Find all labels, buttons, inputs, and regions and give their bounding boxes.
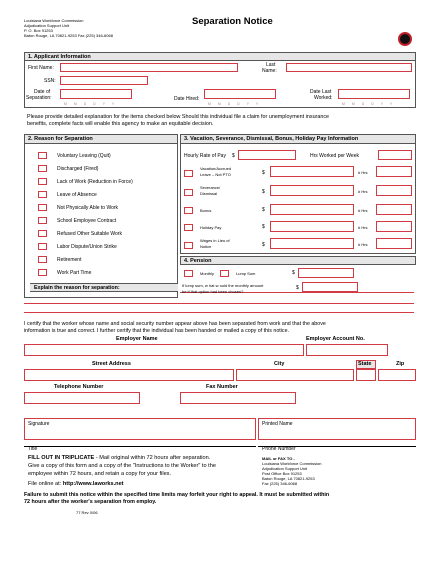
agency-city-line: Baton Rouge, LA 70821-9253 Fax (225) 346-6068	[24, 33, 113, 38]
reason-label-quit: Voluntary Leaving (Quit)	[57, 153, 111, 159]
employer-name-field[interactable]	[24, 344, 304, 356]
holiday-hrs-label: # Hrs	[358, 225, 368, 230]
pension-lump-sum-checkbox[interactable]	[220, 270, 229, 277]
reason-checkbox-retirement[interactable]	[38, 256, 47, 263]
ssn-field[interactable]	[60, 76, 148, 85]
date-separation-label-1: Date of	[34, 89, 51, 95]
date-hired-field[interactable]	[204, 89, 276, 99]
phone-number-label: Phone Number	[262, 446, 296, 452]
triplicate-line-1	[28, 455, 210, 461]
reason-checkbox-refused[interactable]	[38, 230, 47, 237]
hourly-rate-dollar: $	[232, 153, 235, 159]
wages-lieu-amount-field[interactable]	[270, 238, 354, 249]
pension-header: 4. Pension	[180, 256, 416, 265]
reason-checkbox-quit[interactable]	[38, 152, 47, 159]
triplicate-rest: - Mail original within 72 hours after separation.	[94, 455, 211, 461]
online-url[interactable]: http://www.laworks.net	[62, 481, 124, 487]
wages-lieu-hrs-label: # Hrs	[358, 242, 368, 247]
agency-po-box: P. O. Box 91253	[24, 28, 53, 33]
vacation-label-1: Vacation/Accrued	[200, 166, 232, 171]
instructions-line-2: benefits, complete facts will enable this agency to make an equitable decision.	[27, 121, 214, 127]
hours-per-week-label: Hrs Worked per Week	[310, 153, 359, 159]
pension-question-2: be if that option had been chosen?	[182, 289, 244, 294]
explain-line-2[interactable]	[24, 303, 414, 304]
reason-header: 2. Reason for Separation	[24, 134, 178, 144]
reason-label-labor: Labor Dispute/Union Strike	[57, 244, 117, 250]
date-last-worked-label-2: Worked:	[314, 95, 333, 101]
instructions-line-1: Please provide detailed explanation for the items checked below Should this individual file a claim for unemployment insurance	[27, 114, 330, 120]
fax-label: Fax Number	[206, 384, 238, 390]
zip-field[interactable]	[378, 369, 416, 381]
last-name-label-1: Last	[266, 62, 276, 68]
mail-line-4: Baton Rouge, LA 70821-9253	[262, 476, 315, 481]
city-label: City	[274, 361, 285, 367]
wages-lieu-dollar: $	[262, 242, 265, 248]
applicant-info-header: 1. Applicant Information	[24, 52, 416, 61]
zip-label: Zip	[396, 361, 405, 367]
street-field[interactable]	[24, 369, 234, 381]
telephone-label: Telephone Number	[54, 384, 104, 390]
certify-line-1: I certify that the worker whose name and social security number appear above has been separated from work and that the above	[24, 321, 326, 327]
agency-unit: Adjudication Support Unit	[24, 23, 70, 28]
street-label: Street Address	[92, 361, 131, 367]
date-hired-format: M M D D Y Y	[208, 102, 262, 106]
severance-label-1: Severance/	[200, 185, 221, 190]
hourly-rate-label: Hourly Rate of Pay	[184, 153, 226, 159]
date-last-worked-label-1: Date Last	[310, 89, 332, 95]
wages-lieu-label-1: Wages in Lieu of	[200, 238, 230, 243]
vacation-amount-field[interactable]	[270, 166, 354, 177]
vacation-hrs-field[interactable]	[376, 166, 412, 177]
reason-label-refused: Refused Other Suitable Work	[57, 231, 122, 237]
holiday-checkbox[interactable]	[184, 224, 193, 231]
reason-label-lack-of-work: Lack of Work (Reduction in Force)	[57, 179, 133, 185]
reason-label-retirement: Retirement	[57, 257, 82, 263]
fax-field[interactable]	[180, 392, 296, 404]
pension-monthly-checkbox[interactable]	[184, 270, 193, 277]
hours-per-week-field[interactable]	[378, 150, 412, 160]
reason-label-not-able: Not Physically Able to Work	[57, 205, 119, 211]
explain-line-3[interactable]	[24, 312, 414, 313]
reason-label-fired: Discharged (Fired)	[57, 166, 99, 172]
page-title: Separation Notice	[192, 16, 273, 27]
failure-line-1: Failure to submit this notice within the specified time limits may forfeit your right to appeal. It must be submitted within	[24, 492, 330, 498]
triplicate-line-2: Give a copy of this form and a copy of the "Instructions to the Worker" to the	[28, 463, 216, 469]
reason-checkbox-part-time[interactable]	[38, 269, 47, 276]
triplicate-bold: FILL OUT IN TRIPLICATE	[28, 455, 95, 461]
date-last-worked-format: M M D D Y Y	[342, 102, 396, 106]
pension-amount-field[interactable]	[298, 268, 354, 278]
mail-line-5: Fax (225) 346-6068	[262, 481, 298, 486]
reason-checkbox-lack-of-work[interactable]	[38, 178, 47, 185]
printed-name-label: Printed Name	[262, 421, 293, 427]
title-line	[24, 446, 256, 447]
reason-checkbox-school[interactable]	[38, 217, 47, 224]
account-no-field[interactable]	[306, 344, 388, 356]
last-name-label-2: Name:	[262, 68, 277, 74]
city-field[interactable]	[236, 369, 354, 381]
holiday-label: Holiday Pay	[200, 225, 222, 230]
date-separation-field[interactable]	[60, 89, 132, 99]
mail-line-3: Post Office Box 91253	[262, 471, 302, 476]
severance-hrs-label: # Hrs	[358, 189, 368, 194]
vacation-hrs-label: # Hrs	[358, 170, 368, 175]
pay-info-header: 3. Vacation, Severance, Dismissal, Bonus, Holiday Pay Information	[180, 134, 416, 144]
bonus-checkbox[interactable]	[184, 207, 193, 214]
holiday-amount-field[interactable]	[270, 221, 354, 232]
failure-line-2: 72 hours after the worker's separation from employ.	[24, 499, 157, 505]
certify-line-2: information is true and correct. I further certify that the individual has been handed or mailed a copy of this notice.	[24, 328, 289, 334]
holiday-dollar: $	[262, 224, 265, 230]
reason-checkbox-not-able[interactable]	[38, 204, 47, 211]
bonus-amount-field[interactable]	[270, 204, 354, 215]
mail-header: MAIL or FAX TO -	[262, 456, 295, 461]
date-hired-label: Date Hired:	[174, 96, 200, 102]
mail-line-2: Adjudication Support Unit	[262, 466, 308, 471]
account-no-label: Employer Account No.	[306, 336, 365, 342]
title-label: Title	[28, 446, 38, 452]
vacation-checkbox[interactable]	[184, 170, 193, 177]
ssn-label: SSN:	[44, 78, 56, 84]
registration-mark	[398, 32, 412, 46]
date-separation-format: M M D D Y Y	[64, 102, 118, 106]
bonus-label: Bonus	[200, 208, 212, 213]
pension-monthly-equivalent-field[interactable]	[302, 282, 358, 292]
bonus-hrs-label: # Hrs	[358, 208, 368, 213]
first-name-label: First Name:	[28, 65, 54, 71]
online-label: File online at:	[28, 481, 62, 487]
first-name-field[interactable]	[60, 63, 238, 72]
pension-dollar-2: $	[296, 285, 299, 291]
reason-checkbox-fired[interactable]	[38, 165, 47, 172]
signature-field[interactable]	[24, 418, 256, 440]
reason-label-part-time: Work Part Time	[57, 270, 92, 276]
pension-monthly-label: Monthly	[200, 271, 215, 276]
hourly-rate-field[interactable]	[238, 150, 296, 160]
wages-lieu-label-2: Notice	[200, 244, 212, 249]
employer-name-label: Employer Name	[116, 336, 158, 342]
severance-label-2: Dismissal	[200, 191, 218, 196]
reason-label-leave: Leave of Absence	[57, 192, 97, 198]
triplicate-line-3: employee within 72 hours, and retain a copy for your files.	[28, 471, 172, 477]
reason-label-school: School Employee Contract	[57, 218, 117, 224]
pension-question-1: If lump sum, w hat w ould the monthly amount	[182, 283, 264, 288]
pension-dollar: $	[292, 270, 295, 276]
signature-label: Signature	[28, 421, 50, 427]
mail-line-1: Louisiana Workforce Commission	[262, 461, 322, 466]
date-last-worked-field[interactable]	[338, 89, 410, 99]
reason-checkbox-labor[interactable]	[38, 243, 47, 250]
severance-amount-field[interactable]	[270, 185, 354, 196]
holiday-hrs-field[interactable]	[376, 221, 412, 232]
severance-dollar: $	[262, 189, 265, 195]
state-field[interactable]	[356, 369, 376, 381]
wages-lieu-hrs-field[interactable]	[376, 238, 412, 249]
severance-checkbox[interactable]	[184, 189, 193, 196]
vacation-label-2: Leave – Not PTO	[200, 172, 231, 177]
state-label: State	[358, 361, 372, 367]
severance-hrs-field[interactable]	[376, 185, 412, 196]
online-line	[28, 481, 124, 487]
bonus-dollar: $	[262, 207, 265, 213]
last-name-field[interactable]	[286, 63, 412, 72]
bonus-hrs-field[interactable]	[376, 204, 412, 215]
revision-label: 77 Rev 0/06	[76, 510, 98, 515]
wages-lieu-checkbox[interactable]	[184, 242, 193, 249]
agency-name: Louisiana Workforce Commission	[24, 18, 84, 23]
reason-checkbox-leave[interactable]	[38, 191, 47, 198]
explain-label: Explain the reason for separation:	[34, 285, 120, 291]
date-separation-label-2: Separation:	[26, 95, 52, 101]
vacation-dollar: $	[262, 170, 265, 176]
pension-lump-sum-label: Lump Sum	[236, 271, 256, 276]
telephone-field[interactable]	[24, 392, 140, 404]
